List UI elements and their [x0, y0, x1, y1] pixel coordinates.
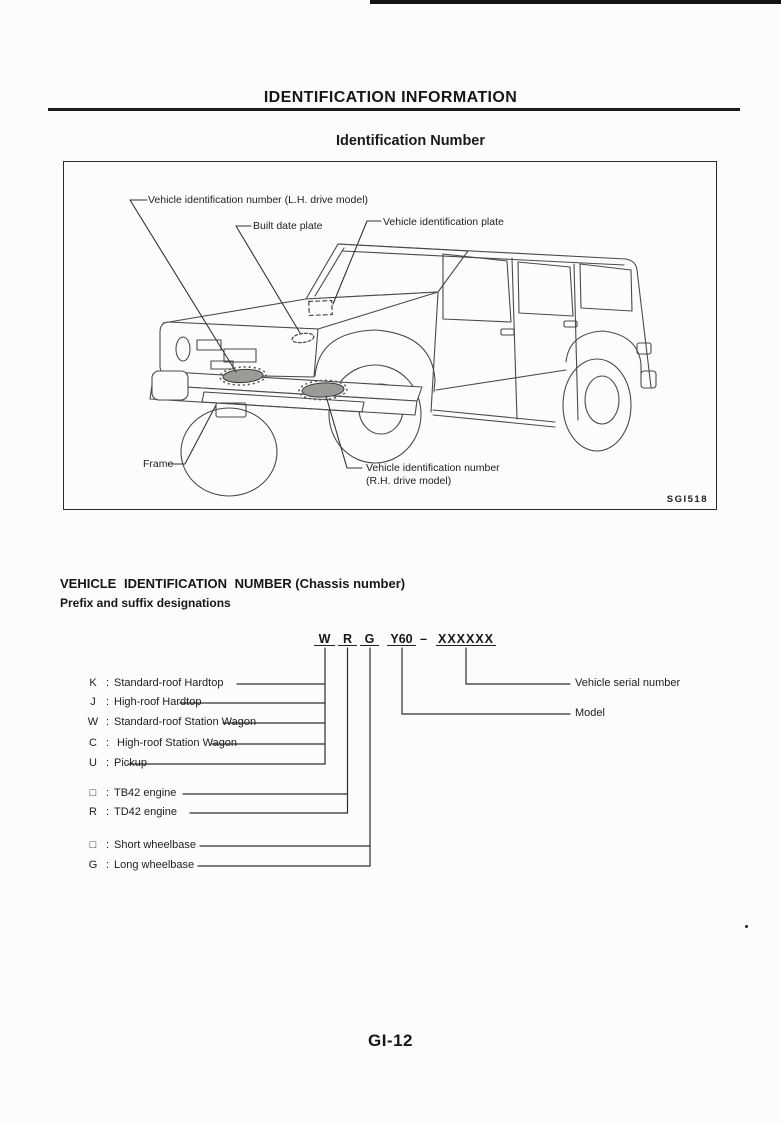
vin-section-heading — [60, 576, 405, 591]
row-label: Short wheelbase — [114, 839, 196, 851]
identification-figure — [63, 161, 717, 510]
row-colon: : — [105, 716, 110, 728]
vin-section-subheading: Prefix and suffix designations — [60, 596, 231, 610]
row-label: Standard-roof Hardtop — [114, 677, 224, 689]
row-colon: : — [105, 859, 110, 871]
row-label: Standard-roof Station Wagon — [114, 716, 257, 728]
label-vin-rh-line2: (R.H. drive model) — [366, 474, 452, 487]
vin-row-tb42 — [84, 787, 176, 801]
row-colon: : — [105, 696, 110, 708]
row-code: W — [87, 716, 99, 728]
row-colon: : — [105, 737, 110, 749]
row-colon: : — [105, 839, 110, 851]
label-model: Model — [575, 707, 605, 719]
row-label: High-roof Station Wagon — [117, 737, 238, 749]
row-colon: : — [105, 677, 110, 689]
vin-row-hardtop-high — [84, 696, 201, 710]
vin-row-wagon-high — [84, 737, 237, 751]
vin-code-dash: – — [420, 632, 427, 646]
row-code: J — [90, 696, 96, 708]
vin-row-wagon-standard — [84, 716, 256, 730]
row-code: K — [89, 677, 97, 689]
row-code: C — [89, 737, 97, 749]
scan-artifact-strip — [370, 0, 781, 4]
vin-row-long-wheelbase — [84, 859, 194, 873]
vin-code-engine: R — [338, 633, 357, 646]
vin-code-model: Y60 — [387, 633, 416, 646]
label-vehicle-serial-number: Vehicle serial number — [575, 677, 681, 689]
label-vin-rh-line1: Vehicle identification number — [366, 462, 500, 474]
section-title: Identification Number — [335, 133, 486, 149]
row-code: □ — [89, 787, 97, 799]
vin-section-heading-main: VEHICLE IDENTIFICATION NUMBER — [60, 576, 292, 591]
row-colon: : — [105, 806, 110, 818]
vin-row-pickup — [84, 757, 147, 771]
vin-row-td42 — [84, 806, 177, 820]
label-id-plate: Vehicle identification plate — [383, 216, 504, 228]
label-vin-lh: Vehicle identification number (L.H. drive model) — [148, 194, 369, 206]
row-label: Pickup — [114, 757, 148, 769]
row-colon: : — [105, 757, 110, 769]
figure-code: SGI518 — [666, 494, 708, 505]
row-label: TB42 engine — [114, 787, 177, 799]
row-code: R — [89, 806, 97, 818]
vin-section-heading-suffix: (Chassis number) — [295, 576, 406, 591]
scan-artifact-dot — [745, 925, 748, 928]
vin-row-short-wheelbase — [84, 839, 196, 853]
row-label: TD42 engine — [114, 806, 177, 818]
vin-code-wheelbase: G — [360, 633, 379, 646]
row-code: G — [88, 859, 98, 871]
label-vin-rh — [366, 462, 500, 487]
row-code: U — [89, 757, 97, 769]
vin-code-body: W — [314, 633, 335, 646]
row-label: Long wheelbase — [114, 859, 195, 871]
label-built-date: Built date plate — [253, 220, 323, 232]
row-code: □ — [89, 839, 97, 851]
page-title: IDENTIFICATION INFORMATION — [263, 89, 518, 106]
row-colon: : — [105, 787, 110, 799]
page-number: GI-12 — [367, 1031, 414, 1050]
title-rule — [48, 108, 740, 111]
label-frame: Frame — [143, 458, 174, 470]
vin-row-hardtop-standard — [84, 677, 223, 691]
vin-code-serial: XXXXXX — [437, 632, 495, 646]
row-label: High-roof Hardtop — [114, 696, 202, 708]
